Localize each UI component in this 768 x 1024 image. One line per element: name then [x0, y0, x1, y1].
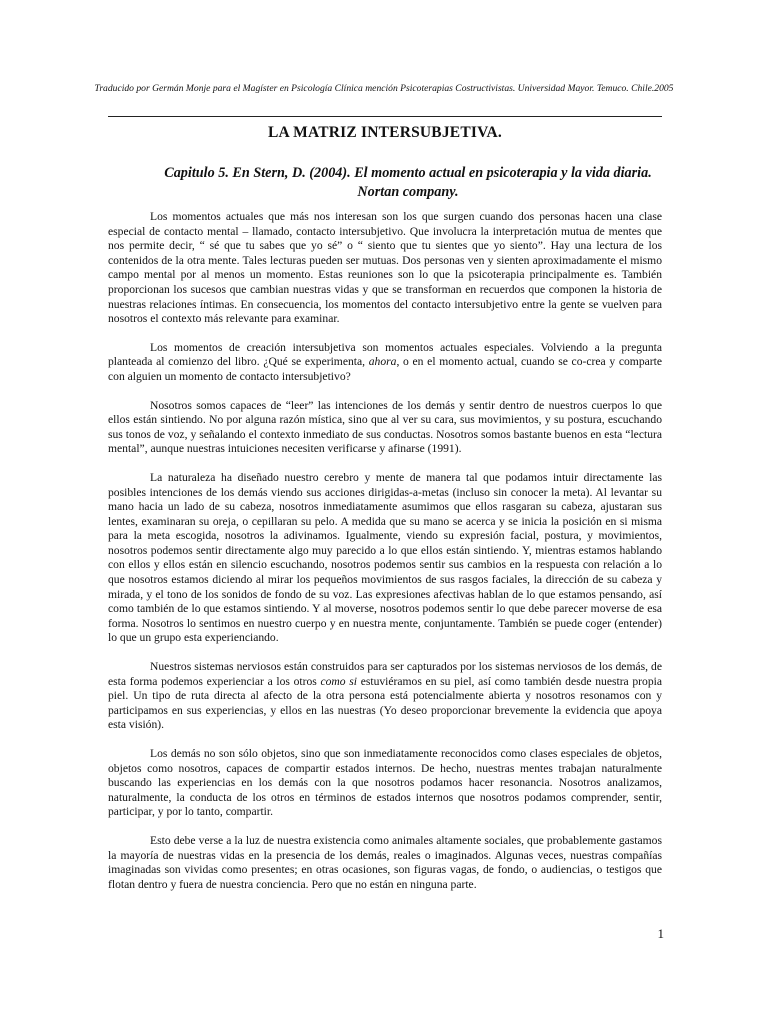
paragraph-text: Los momentos actuales que más nos interesan son los que surgen cuando dos personas hacen una clase especial de contacto mental – llamado, contacto intersubjetivo. Que involucra la interpretación mutua de mentes que nos permite decir, “ sé que tu sabes que yo sé” o “ siento que tu sientes que yo siento”. Hay una lectura de los contenidos de la otra mente. Tales lecturas pueden ser mutuas. Dos personas ven y sienten aproximadamente el mismo campo mental por al menos un momento. Estas reuniones son lo que la psicoterapia principalmente es. También proporcionan los sucesos que cambian nuestras vidas y que se transforman en recuerdos que componen la historia de nuestras relaciones íntimas. En consecuencia, los momentos del contacto intersubjetivo entre la gente se vuelven para nosotros el contexto más relevante para examinar. — [108, 210, 662, 326]
paragraph-text: Los demás no son sólo objetos, sino que son inmediatamente reconocidos como clases especiales de objetos, objetos como nosotros, capaces de compartir estados internos. De hecho, nuestras mentes trabajan naturalmente buscando las experiencias en los demás con la que nosotros podamos hacer resonancia. Nosotros analizamos, naturalmente, la conducta de los otros en términos de estados internos que nosotros podamos comprender, sentir, participar, y por lo tanto, compartir. — [108, 747, 662, 819]
italic-phrase: como si — [320, 674, 358, 688]
body-paragraph — [108, 660, 662, 733]
paragraph-text: La naturaleza ha diseñado nuestro cerebro y mente de manera tal que podamos intuir directamente las posibles intenciones de los demás viendo sus acciones dirigidas-a-metas (incluso sin conocer la meta). Al levantar su mano hacia un lado de su cabeza, nosotros inmediatamente asumimos que ellos rasgaran su cabeza, ajustaran sus lentes, examinaran su oreja, o cepillaran su pelo. A medida que su mano se acerca y se inicia la posición en si misma para la meta escogida, nosotros la adivinamos. Igualmente, viendo su expresión facial, postura, y movimientos, nosotros podemos sentir directamente algo muy parecido a lo que ellos están sintiendo. Y, mientras estamos hablando con ellos y ellos están en silencio escuchando, nosotros podemos sentir sus cambios en la respuesta con relación a lo que nosotros estamos diciendo al mirar los pequeños movimientos de sus rasgos faciales, la dirección de su cabeza y mirada, y el tono de los sonidos de fondo de su voz. Las expresiones afectivas hablan de lo que estamos pensando, así como también de lo que estamos sintiendo. Y al moverse, nosotros podemos sentir lo que debe parecer moverse de esa forma. Nosotros lo sentimos en nuestro cuerpo y en nuestra mente, conjuntamente. También se puede coger (entender) lo que un grupo esta experienciando. — [108, 470, 662, 645]
document-title: LA MATRIZ INTERSUBJETIVA. — [268, 124, 502, 141]
body-paragraph — [108, 747, 662, 820]
header-divider — [108, 116, 662, 117]
paragraph-text: Esto debe verse a la luz de nuestra existencia como animales altamente sociales, que probablemente gastamos la mayoría de nuestras vidas en la presencia de los demás, reales o imaginados. Algunas veces, nuestras compañías imaginadas son vividas como presentes; en otras ocasiones, son figuras vagas, de fondo, o audiencias, o testigos que flotan dentro y fuera de nuestra conciencia. Pero que no están en ninguna parte. — [108, 833, 662, 891]
document-body — [108, 210, 662, 906]
translator-note: Traducido por Germán Monje para el Magíster en Psicología Clínica mención Psicoterapias Costructivistas. Universidad Mayor. Temuco. Chile.2005 — [94, 83, 674, 94]
body-paragraph — [108, 834, 662, 892]
page-number: 1 — [657, 926, 664, 941]
body-paragraph — [108, 399, 662, 457]
paragraph-text: Nosotros somos capaces de “leer” las intenciones de los demás y sentir dentro de nuestros cuerpos lo que ellos están sintiendo. No por alguna razón mística, sino que al ver su cara, sus movimientos, y su postura, escuchando sus tonos de voz, y señalando el contexto inmediato de sus conductas. Nosotros somos bastante buenos en esta “lectura mental”, aunque nuestras intuiciones necesiten verificarse y afinarse (1991). — [108, 398, 662, 456]
body-paragraph — [108, 210, 662, 327]
paragraph-text: Los momentos de creación intersubjetiva son momentos actuales especiales. Volviendo a la pregunta planteada al comienzo del libro. ¿Qué se experimenta, — [108, 340, 662, 369]
body-paragraph — [108, 341, 662, 385]
document-subtitle: Capitulo 5. En Stern, D. (2004). El momento actual en psicoterapia y la vida diaria. Nortan company. — [164, 165, 652, 200]
paragraph-text: , o en el momento actual, cuando se co-crea y comparte con alguien un momento de contacto intersubjetivo? — [108, 355, 662, 383]
paragraph-text: Nuestros sistemas nerviosos están construidos para ser capturados por los sistemas nerviosos de los demás, de esta forma podemos experienciar a los otros — [108, 660, 662, 688]
paragraph-text: estuviéramos en su piel, así como también desde nuestra propia piel. Un tipo de ruta directa al afecto de la otra persona está potencialmente abierta y nosotros resonamos con y participamos en sus experiencias, y ellos en las nuestras (Yo deseo proporcionar brevemente la evidencia que apoya esta visión). — [108, 674, 662, 732]
body-paragraph — [108, 471, 662, 646]
italic-phrase: ahora — [368, 355, 397, 369]
